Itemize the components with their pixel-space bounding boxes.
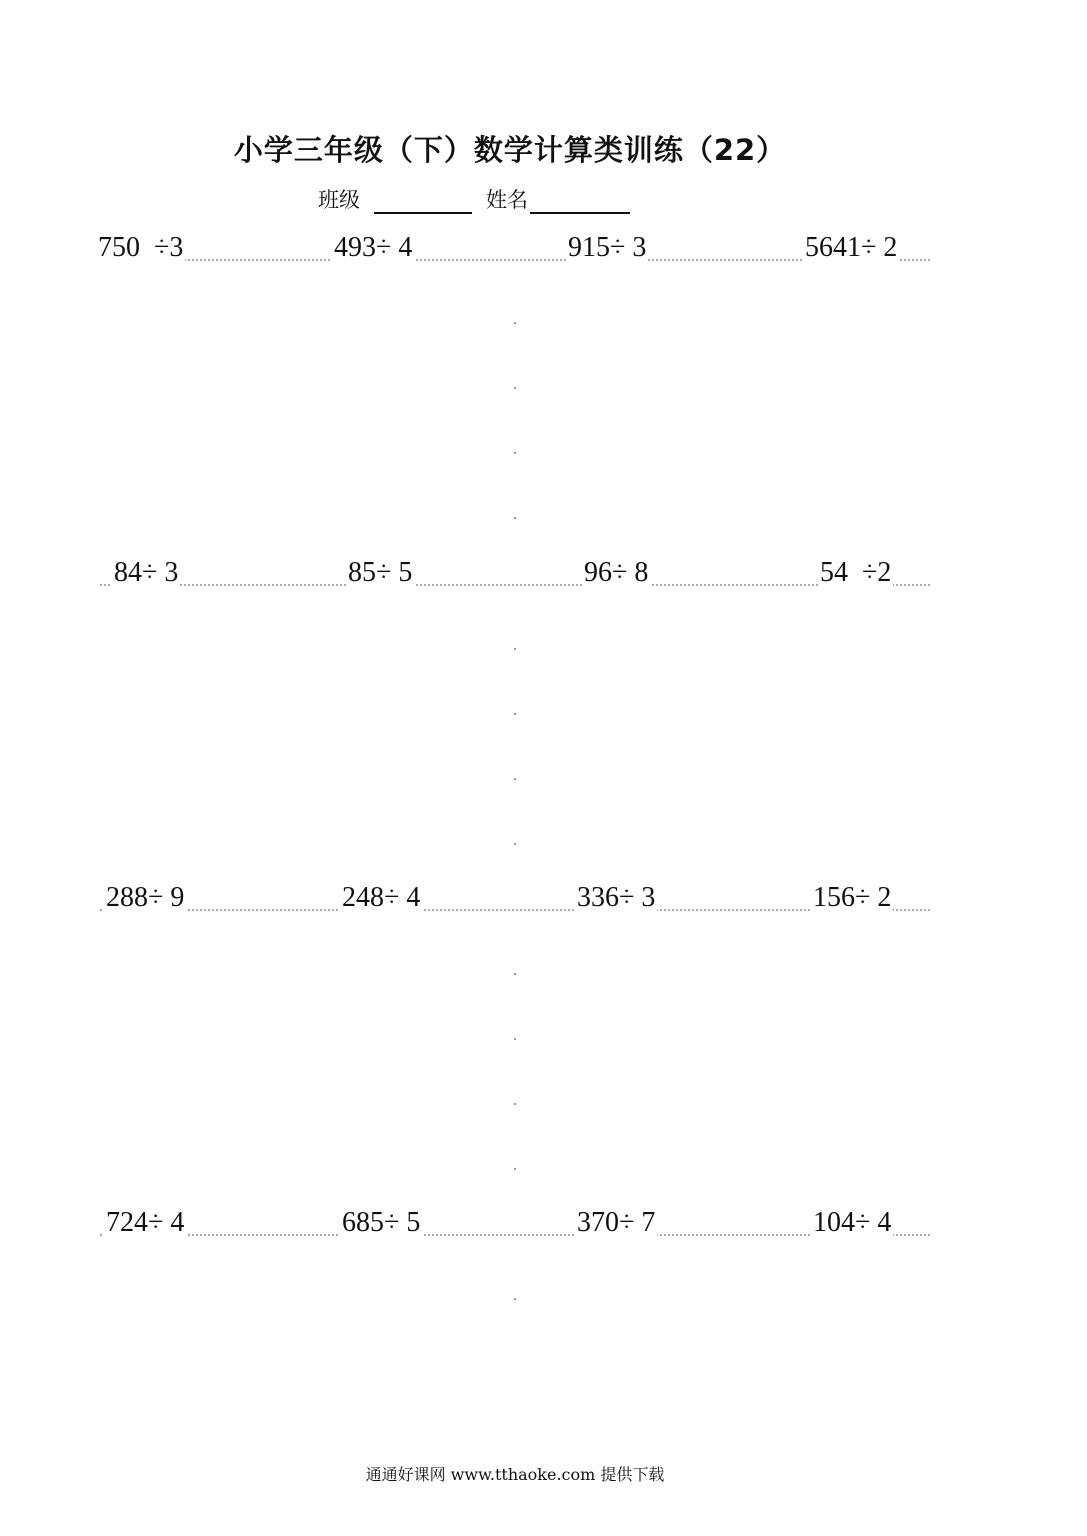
problem: 685÷ 5 bbox=[342, 1207, 421, 1238]
problem: 156÷ 2 bbox=[813, 882, 892, 913]
center-dot bbox=[514, 648, 516, 650]
footer-credit: 通通好课网 www.tthaoke.com 提供下载 bbox=[365, 1465, 665, 1484]
problem-row-3 bbox=[0, 882, 1087, 922]
problem: 85÷ 5 bbox=[348, 557, 413, 588]
center-dot bbox=[514, 973, 516, 975]
center-dot bbox=[514, 387, 516, 389]
class-blank bbox=[374, 188, 472, 214]
problem: 370÷ 7 bbox=[577, 1207, 656, 1238]
problem: 54 ÷2 bbox=[820, 557, 892, 588]
center-dot bbox=[514, 1168, 516, 1170]
class-label: 班级 bbox=[318, 188, 360, 212]
problem: 84÷ 3 bbox=[114, 557, 179, 588]
row-dotted-line bbox=[100, 584, 930, 586]
problem: 288÷ 9 bbox=[106, 882, 185, 913]
problem: 96÷ 8 bbox=[584, 557, 649, 588]
center-dot bbox=[514, 778, 516, 780]
center-dot bbox=[514, 843, 516, 845]
problem-row-1 bbox=[0, 232, 1087, 272]
center-dot bbox=[514, 517, 516, 519]
page-title: 小学三年级（下）数学计算类训练（22） bbox=[233, 133, 787, 167]
name-label: 姓名 bbox=[486, 188, 528, 212]
problem: 336÷ 3 bbox=[577, 882, 656, 913]
center-dot bbox=[514, 452, 516, 454]
center-dot bbox=[514, 713, 516, 715]
center-dot bbox=[514, 322, 516, 324]
row-dotted-line bbox=[100, 1234, 930, 1236]
problem-row-2 bbox=[0, 557, 1087, 597]
problem: 915÷ 3 bbox=[568, 232, 647, 263]
problem: 248÷ 4 bbox=[342, 882, 421, 913]
name-blank bbox=[530, 188, 630, 214]
problem: 724÷ 4 bbox=[106, 1207, 185, 1238]
problem: 104÷ 4 bbox=[813, 1207, 892, 1238]
problem: 5641÷ 2 bbox=[805, 232, 898, 263]
center-dot bbox=[514, 1298, 516, 1300]
problem: 750 ÷3 bbox=[98, 232, 184, 263]
center-dot bbox=[514, 1038, 516, 1040]
problem: 493÷ 4 bbox=[334, 232, 413, 263]
student-info bbox=[318, 184, 644, 214]
problem-row-4 bbox=[0, 1207, 1087, 1247]
center-dot bbox=[514, 1103, 516, 1105]
row-dotted-line bbox=[100, 909, 930, 911]
